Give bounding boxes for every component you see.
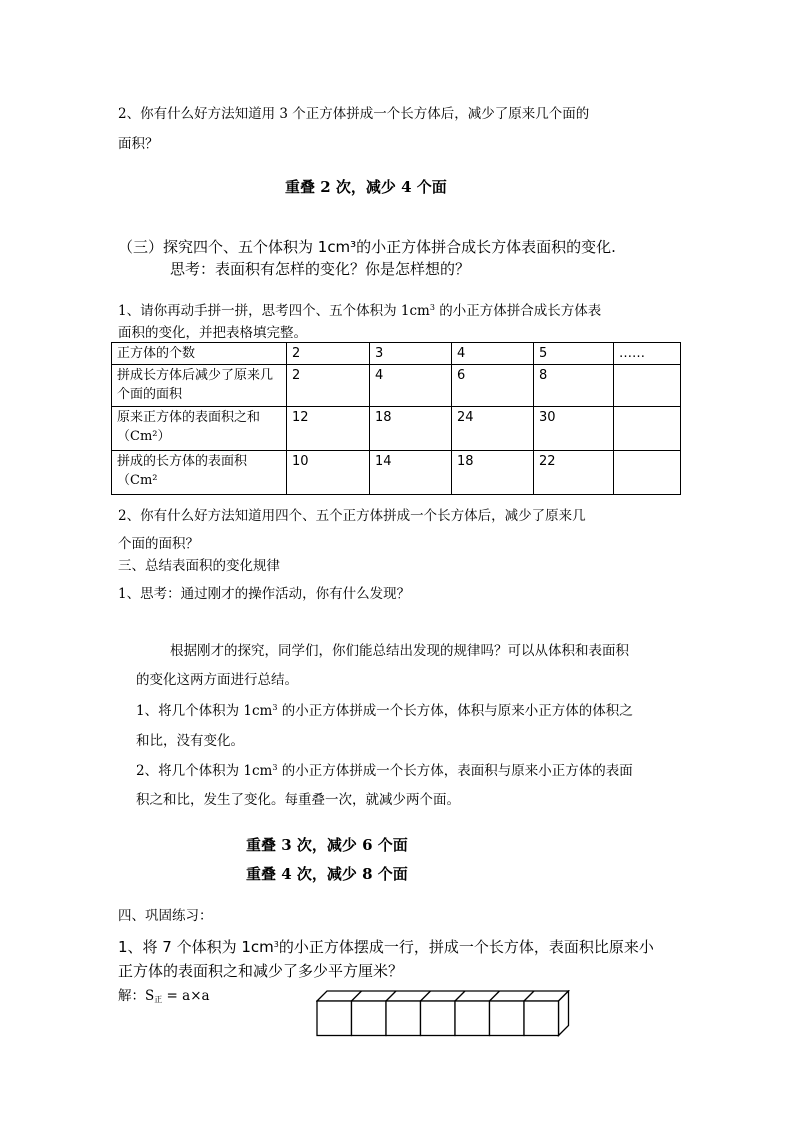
table-cell: 4 bbox=[452, 343, 534, 365]
cube bbox=[386, 1001, 421, 1036]
summary-line-2: 的变化这两方面进行总结。 bbox=[136, 672, 298, 688]
cube bbox=[352, 1001, 387, 1036]
table-cell: 4 bbox=[370, 365, 452, 407]
table-cell bbox=[614, 407, 681, 451]
table-cell: …… bbox=[614, 343, 681, 365]
table-cell: 2 bbox=[287, 365, 370, 407]
table-row bbox=[112, 343, 681, 365]
table-cell bbox=[614, 451, 681, 495]
table-cell: 30 bbox=[534, 407, 614, 451]
rule-2-line-1: 2、将几个体积为 $1cm^3$ 的小正方体拼成一个长方体，表面积与原来小正方体的表面 bbox=[136, 763, 633, 779]
cube bbox=[421, 1001, 456, 1036]
task-1-line-1: 1、请你再动手拼一拼，思考四个、五个体积为 $1cm^3$ 的小正方体拼合成长方体表 bbox=[118, 303, 602, 319]
row-label-count: 正方体的个数 bbox=[112, 343, 287, 365]
rule-1-line-1: 1、将几个体积为 $1cm^3$ 的小正方体拼成一个长方体，体积与原来小正方体的体积之 bbox=[136, 703, 633, 719]
answer-overlap-3: 重叠 3 次，减少 6 个面 bbox=[246, 836, 408, 854]
rule-1-line-2: 和比，没有变化。 bbox=[136, 733, 244, 749]
solution-formula: 解：$S_正 = a\times a$ bbox=[118, 988, 210, 1004]
row-label-original-area: 原来正方体的表面积之和（Cm²） bbox=[112, 407, 287, 451]
cube bbox=[524, 1001, 559, 1036]
surface-area-table bbox=[111, 342, 681, 495]
answer-overlap-4: 重叠 4 次，减少 8 个面 bbox=[246, 865, 408, 883]
table-cell: 5 bbox=[534, 343, 614, 365]
rule-2-line-2: 积之和比，发生了变化。每重叠一次，就减少两个面。 bbox=[136, 792, 460, 808]
cube bbox=[455, 1001, 490, 1036]
table-cell bbox=[614, 365, 681, 407]
cube-row-top-face bbox=[317, 991, 569, 1001]
cube bbox=[317, 1001, 352, 1036]
question-2b-line-1: 2、你有什么好方法知道用四个、五个正方体拼成一个长方体后，减少了原来几 bbox=[118, 508, 586, 524]
question-2-line-1: 2、你有什么好方法知道用 3 个正方体拼成一个长方体后，减少了原来几个面的 bbox=[118, 106, 590, 122]
row-label-new-area: 拼成的长方体的表面积（Cm² bbox=[112, 451, 287, 495]
answer-overlap-2: 重叠 2 次，减少 4 个面 bbox=[285, 178, 447, 196]
part-4-title: 四、巩固练习： bbox=[118, 908, 213, 924]
table-cell: 12 bbox=[287, 407, 370, 451]
table-cell: 10 bbox=[287, 451, 370, 495]
table-cell: 22 bbox=[534, 451, 614, 495]
table-cell: 18 bbox=[370, 407, 452, 451]
question-2-line-2: 面积？ bbox=[118, 136, 159, 152]
table-cell: 24 bbox=[452, 407, 534, 451]
exercise-1-line-2: 正方体的表面积之和减少了多少平方厘米？ bbox=[118, 962, 404, 980]
table-cell: 18 bbox=[452, 451, 534, 495]
table-cell: 14 bbox=[370, 451, 452, 495]
part-3-think: 1、思考：通过刚才的操作活动，你有什么发现？ bbox=[118, 586, 411, 602]
table-cell: 3 bbox=[370, 343, 452, 365]
table-cell: 6 bbox=[452, 365, 534, 407]
part-3-title: 三、总结表面积的变化规律 bbox=[118, 558, 280, 574]
table-cell: 2 bbox=[287, 343, 370, 365]
section-3-title: （三）探究四个、五个体积为 1cm³的小正方体拼合成长方体表面积的变化. bbox=[118, 238, 616, 256]
exercise-1-line-1: 1、将 7 个体积为 $1cm^3$的小正方体摆成一行，拼成一个长方体，表面积比原来小 bbox=[118, 938, 654, 956]
table-row bbox=[112, 451, 681, 495]
row-label-faces-reduced: 拼成长方体后减少了原来几个面的面积 bbox=[112, 365, 287, 407]
summary-line-1: 根据刚才的探究，同学们，你们能总结出发现的规律吗？可以从体积和表面积 bbox=[170, 643, 629, 659]
table-cell: 8 bbox=[534, 365, 614, 407]
cube bbox=[490, 1001, 525, 1036]
table-row bbox=[112, 407, 681, 451]
question-2b-line-2: 个面的面积？ bbox=[118, 536, 199, 552]
task-1-line-2: 面积的变化，并把表格填完整。 bbox=[118, 325, 307, 341]
cube-row-illustration bbox=[316, 990, 578, 1050]
section-3-think: 思考：表面积有怎样的变化？你是怎样想的？ bbox=[170, 260, 471, 278]
table-row bbox=[112, 365, 681, 407]
